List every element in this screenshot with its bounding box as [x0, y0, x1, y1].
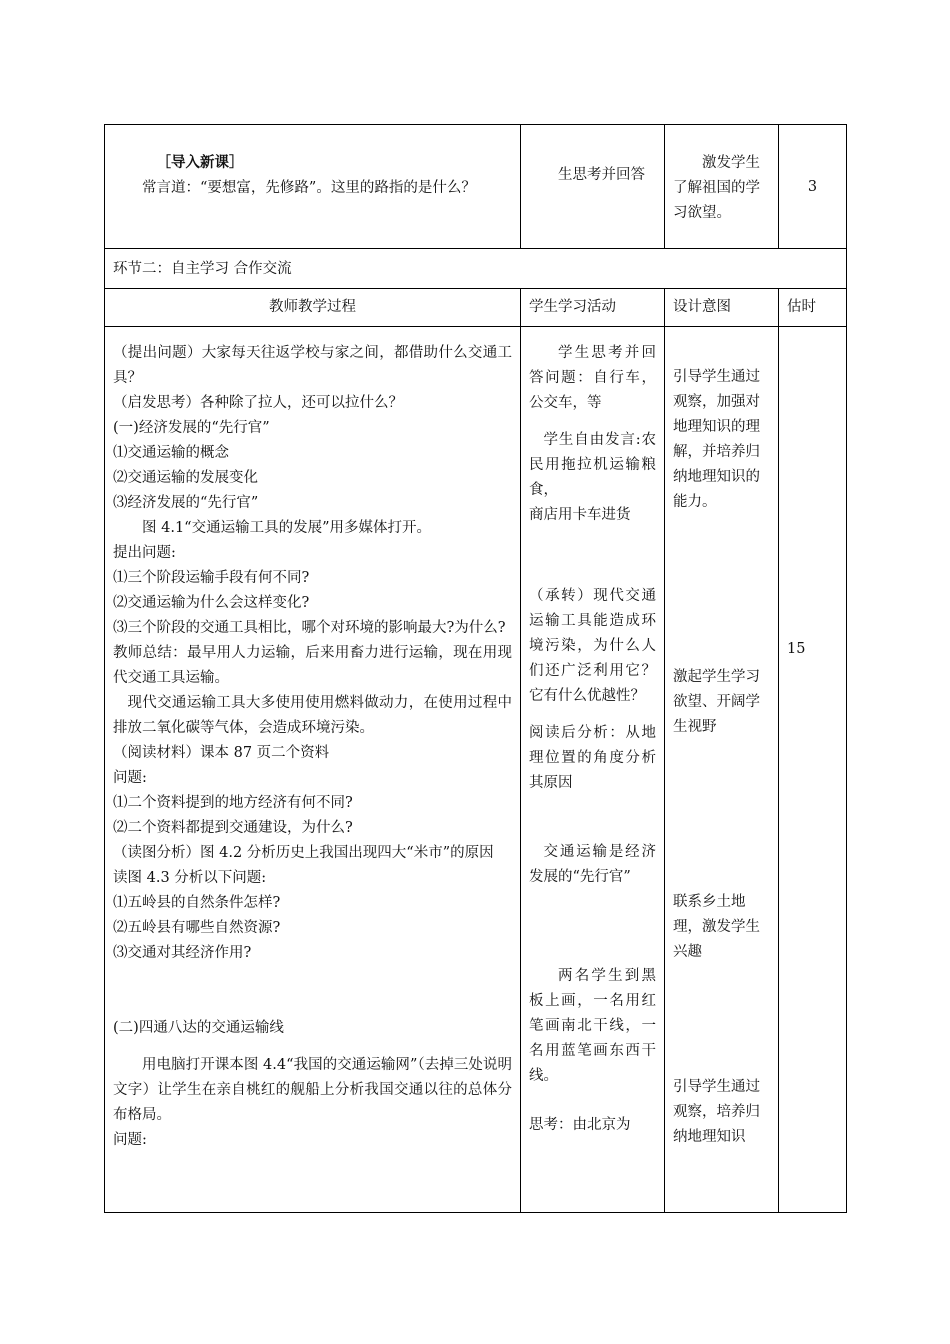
student-line: 学生思考并回答问题：自行车，公交车，等 — [529, 345, 656, 411]
intro-row — [105, 125, 847, 249]
section2-cell — [105, 249, 847, 289]
header-student: 学生学习活动 — [529, 299, 616, 315]
teacher-line: 读图 4.3 分析以下问题: — [113, 870, 267, 886]
teacher-process — [105, 327, 520, 1159]
student-line: （承转）现代交通运输工具能造成环境污染，为什么人们还广泛利用它？它有什么优越性？ — [529, 588, 656, 704]
intro-student-cell — [521, 125, 665, 249]
section2-title: 环节二：自主学习 合作交流 — [113, 261, 292, 277]
teacher-line: ⑴交通运输的概念 — [113, 445, 229, 461]
teacher-line: 现代交通运输工具大多使用使用燃料做动力，在使用过程中排放二氧化碳等气体，会造成环境污染。 — [113, 695, 512, 736]
header-time-cell — [779, 289, 847, 327]
intent-line: 引导学生通过观察，培养归纳地理知识 — [673, 1079, 760, 1145]
teacher-line: ⑴二个资料提到的地方经济有何不同? — [113, 795, 353, 811]
lesson-plan-table — [104, 124, 847, 1213]
teacher-line: ⑵交通运输的发展变化 — [113, 470, 258, 486]
teacher-line: 提出问题: — [113, 545, 176, 561]
intro-teacher-text: 常言道：“要想富，先修路”。这里的路指的是什么？ — [142, 180, 476, 196]
main-intent-cell — [665, 327, 779, 1213]
student-line: 学生自由发言:农民用拖拉机运输粮食， — [529, 432, 656, 498]
intro-heading: ［导入新课］ — [156, 155, 244, 171]
header-intent: 设计意图 — [673, 299, 731, 315]
header-student-cell — [521, 289, 665, 327]
header-teacher: 教师教学过程 — [269, 299, 356, 315]
teacher-line: ⑵交通运输为什么会这样变化? — [113, 595, 310, 611]
teacher-line: ⑶三个阶段的交通工具相比，哪个对环境的影响最大?为什么? — [113, 620, 506, 636]
teacher-line: 教师总结：最早用人力运输，后来用畜力进行运输，现在用现代交通工具运输。 — [113, 645, 512, 686]
teacher-line: (二)四通八达的交通运输线 — [113, 1020, 284, 1036]
intro-student-text: 生思考并回答 — [558, 167, 645, 183]
teacher-line: ⑴五岭县的自然条件怎样? — [113, 895, 281, 911]
main-time: 15 — [787, 641, 806, 657]
teacher-line: ⑵五岭县有哪些自然资源? — [113, 920, 281, 936]
intro-intent-text: 激发学生了解祖国的学习欲望。 — [673, 155, 760, 221]
intro-teacher-cell — [105, 125, 521, 249]
intent-line: 联系乡土地理，激发学生兴趣 — [673, 894, 760, 960]
student-activity — [521, 327, 664, 1144]
teacher-line: ⑶交通对其经济作用? — [113, 945, 252, 961]
intent-line: 引导学生通过观察，加强对地理知识的理解，并培养归纳地理知识的能力。 — [673, 369, 760, 510]
teacher-line: 问题: — [113, 770, 147, 786]
header-teacher-cell — [105, 289, 521, 327]
teacher-line: ⑶经济发展的“先行官” — [113, 495, 259, 511]
main-row — [105, 327, 847, 1213]
teacher-line: ⑵二个资料都提到交通建设，为什么? — [113, 820, 353, 836]
student-line: 商店用卡车进货 — [529, 507, 631, 523]
header-intent-cell — [665, 289, 779, 327]
student-line: 阅读后分析：从地理位置的角度分析其原因 — [529, 725, 656, 791]
intent-line: 激起学生学习欲望、开阔学生视野 — [673, 669, 760, 735]
intro-intent-cell — [665, 125, 779, 249]
main-time-cell — [779, 327, 847, 1213]
header-time: 估时 — [787, 299, 816, 315]
teacher-line: (一)经济发展的“先行官” — [113, 420, 270, 436]
teacher-line: （启发思考）各种除了拉人，还可以拉什么？ — [113, 395, 403, 411]
header-row — [105, 289, 847, 327]
student-line: 两名学生到黑板上画，一名用红笔画南北干线，一名用蓝笔画东西干线。 — [529, 968, 656, 1084]
intro-time-cell — [779, 125, 847, 249]
student-line: 交通运输是经济发展的“先行官” — [529, 844, 656, 885]
teacher-line: （读图分析）图 4.2 分析历史上我国出现四大“米市”的原因 — [113, 845, 494, 861]
teacher-line: 用电脑打开课本图 4.4“我国的交通运输网”（去掉三处说明文字）让学生在亲自桃红的舰船上分析我国交通以往的总体分布格局。 — [113, 1057, 512, 1123]
intro-time: 3 — [807, 179, 818, 195]
main-teacher-cell — [105, 327, 521, 1213]
teacher-line: （阅读材料）课本 87 页二个资料 — [113, 745, 330, 761]
student-line: 思考：由北京为 — [529, 1117, 631, 1133]
main-student-cell — [521, 327, 665, 1213]
design-intent — [665, 327, 778, 1156]
teacher-line: ⑴三个阶段运输手段有何不同? — [113, 570, 310, 586]
teacher-line: （提出问题）大家每天往返学校与家之间，都借助什么交通工具？ — [113, 345, 512, 386]
teacher-line: 问题: — [113, 1132, 147, 1148]
teacher-line: 图 4.1“交通运输工具的发展”用多媒体打开。 — [142, 520, 431, 536]
section2-row — [105, 249, 847, 289]
